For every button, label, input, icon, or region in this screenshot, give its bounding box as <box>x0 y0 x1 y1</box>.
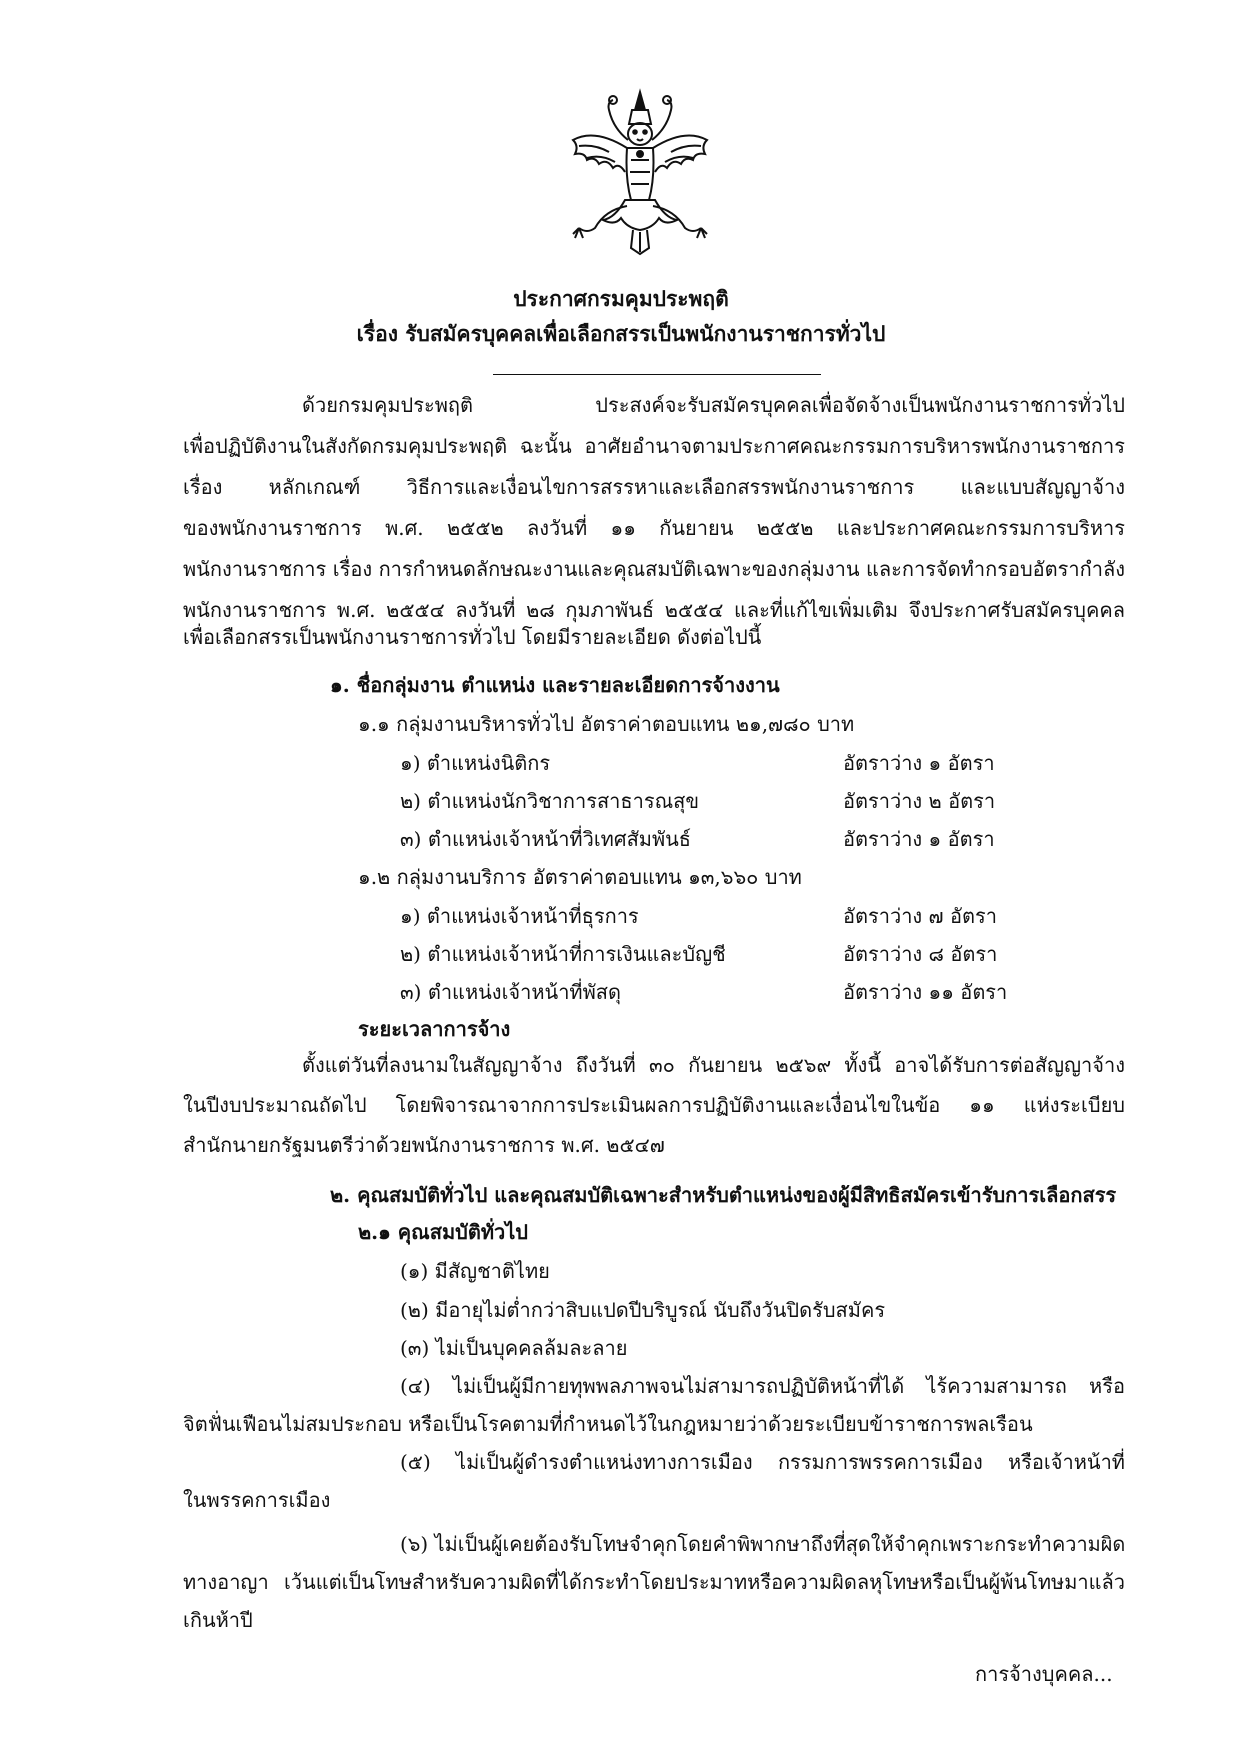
position-name: ๑) ตำแหน่งนิติกร <box>400 751 551 775</box>
qualification-item: (๒) มีอายุไม่ต่ำกว่าสิบแปดปีบริบูรณ์ นับถึงวันปิดรับสมัคร <box>400 1298 886 1322</box>
period-line: สำนักนายกรัฐมนตรีว่าด้วยพนักงานราชการ พ.ศ. ๒๕๔๗ <box>183 1133 665 1157</box>
position-name: ๑) ตำแหน่งเจ้าหน้าที่ธุรการ <box>400 904 639 928</box>
section1-heading: ๑. ชื่อกลุ่มงาน ตำแหน่ง และรายละเอียดการจ้างงาน <box>330 673 780 697</box>
continuation-note: การจ้างบุคคล... <box>975 1662 1113 1686</box>
position-vacancy: อัตราว่าง ๒ อัตรา <box>843 789 996 813</box>
qualification-item-cont: ในพรรคการเมือง <box>183 1488 331 1512</box>
qualification-item-cont: เกินห้าปี <box>183 1608 253 1632</box>
period-line: ในปีงบประมาณถัดไป โดยพิจารณาจากการประเมินผลการปฏิบัติงานและเงื่อนไขในข้อ ๑๑ แห่งระเบียบ <box>183 1093 1125 1117</box>
intro-line: เรื่อง หลักเกณฑ์ วิธีการและเงื่อนไขการสรรหาและเลือกสรรพนักงานราชการ และแบบสัญญาจ้าง <box>183 475 1125 499</box>
position-name: ๒) ตำแหน่งนักวิชาการสาธารณสุข <box>400 789 700 813</box>
position-name: ๓) ตำแหน่งเจ้าหน้าที่วิเทศสัมพันธ์ <box>400 827 692 851</box>
group1-heading: ๑.๑ กลุ่มงานบริหารทั่วไป อัตราค่าตอบแทน ๒๑,๗๘๐ บาท <box>358 712 855 736</box>
title-divider <box>493 374 821 375</box>
section2-heading: ๒. คุณสมบัติทั่วไป และคุณสมบัติเฉพาะสำหรับตำแหน่งของผู้มีสิทธิสมัครเข้ารับการเลือกสรร <box>330 1183 1117 1207</box>
qualification-item: (๑) มีสัญชาติไทย <box>400 1259 550 1283</box>
intro-line: เพื่อเลือกสรรเป็นพนักงานราชการทั่วไป โดยมีรายละเอียด ดังต่อไปนี้ <box>183 625 762 649</box>
intro-line: พนักงานราชการ เรื่อง การกำหนดลักษณะงานและคุณสมบัติเฉพาะของกลุ่มงาน และการจัดทำกรอบอัตรากำลัง <box>183 557 1125 581</box>
intro-line: พนักงานราชการ พ.ศ. ๒๕๕๔ ลงวันที่ ๒๘ กุมภาพันธ์ ๒๕๕๔ และที่แก้ไขเพิ่มเติม จึงประกาศรับสมัครบุคคล <box>183 598 1125 622</box>
position-name: ๒) ตำแหน่งเจ้าหน้าที่การเงินและบัญชี <box>400 942 726 966</box>
qualification-item: (๕) ไม่เป็นผู้ดำรงตำแหน่งทางการเมือง กรรมการพรรคการเมือง หรือเจ้าหน้าที่ <box>400 1450 1125 1474</box>
qualification-item: (๖) ไม่เป็นผู้เคยต้องรับโทษจำคุกโดยคำพิพากษาถึงที่สุดให้จำคุกเพราะกระทำความผิด <box>400 1532 1126 1556</box>
document-subject: เรื่อง รับสมัครบุคคลเพื่อเลือกสรรเป็นพนักงานราชการทั่วไป <box>356 321 886 346</box>
garuda-emblem-icon <box>565 88 715 256</box>
position-vacancy: อัตราว่าง ๘ อัตรา <box>843 942 998 966</box>
section2-sub-heading: ๒.๑ คุณสมบัติทั่วไป <box>358 1220 528 1244</box>
document-title: ประกาศกรมคุมประพฤติ <box>513 286 729 311</box>
position-vacancy: อัตราว่าง ๗ อัตรา <box>843 904 997 928</box>
period-line: ตั้งแต่วันที่ลงนามในสัญญาจ้าง ถึงวันที่ ๓๐ กันยายน ๒๕๖๙ ทั้งนี้ อาจได้รับการต่อสัญญาจ้าง <box>302 1053 1125 1077</box>
position-vacancy: อัตราว่าง ๑ อัตรา <box>843 827 995 851</box>
intro-line: เพื่อปฏิบัติงานในสังกัดกรมคุมประพฤติ ฉะนั้น อาศัยอำนาจตามประกาศคณะกรรมการบริหารพนักงานราชการ <box>183 434 1125 458</box>
qualification-item-cont: ทางอาญา เว้นแต่เป็นโทษสำหรับความผิดที่ได้กระทำโดยประมาทหรือความผิดลหุโทษหรือเป็นผู้พ้นโทษมาแล้ว <box>183 1570 1125 1594</box>
intro-line: ด้วยกรมคุมประพฤติ ประสงค์จะรับสมัครบุคคลเพื่อจัดจ้างเป็นพนักงานราชการทั่วไป <box>302 393 1125 417</box>
position-name: ๓) ตำแหน่งเจ้าหน้าที่พัสดุ <box>400 980 621 1004</box>
group2-heading: ๑.๒ กลุ่มงานบริการ อัตราค่าตอบแทน ๑๓,๖๖๐ บาท <box>358 865 802 889</box>
period-heading: ระยะเวลาการจ้าง <box>358 1017 511 1041</box>
qualification-item: (๓) ไม่เป็นบุคคลล้มละลาย <box>400 1336 628 1360</box>
qualification-item: (๔) ไม่เป็นผู้มีกายทุพพลภาพจนไม่สามารถปฏิบัติหน้าที่ได้ ไร้ความสามารถ หรือ <box>400 1374 1125 1398</box>
position-vacancy: อัตราว่าง ๑๑ อัตรา <box>843 980 1008 1004</box>
intro-line: ของพนักงานราชการ พ.ศ. ๒๕๕๒ ลงวันที่ ๑๑ กันยายน ๒๕๕๒ และประกาศคณะกรรมการบริหาร <box>183 516 1125 540</box>
qualification-item-cont: จิตฟั่นเฟือนไม่สมประกอบ หรือเป็นโรคตามที่กำหนดไว้ในกฎหมายว่าด้วยระเบียบข้าราชการพลเรือน <box>183 1412 1033 1436</box>
position-vacancy: อัตราว่าง ๑ อัตรา <box>843 751 995 775</box>
